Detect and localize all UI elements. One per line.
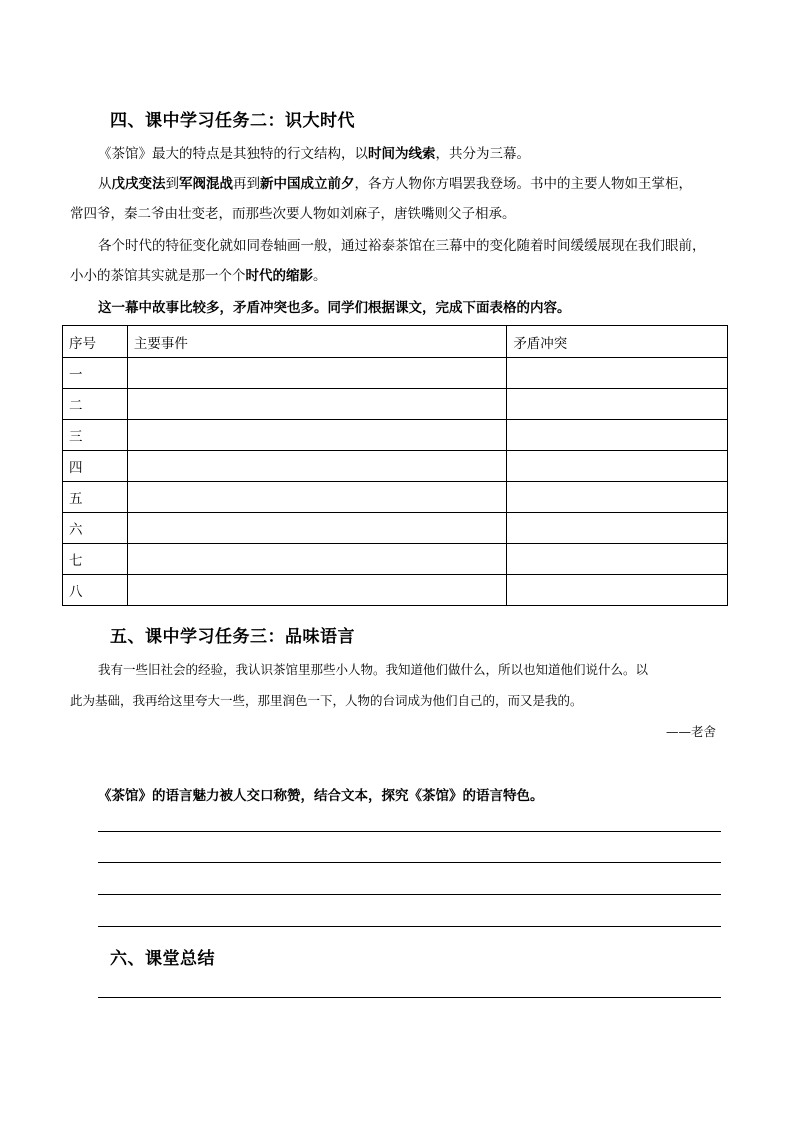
row-number: 一 <box>63 358 128 389</box>
row-number: 六 <box>63 513 128 544</box>
events-cell[interactable] <box>127 544 506 575</box>
section4-heading: 四、课中学习任务二：识大时代 <box>110 111 355 131</box>
table-row <box>63 420 728 451</box>
table-header-number: 序号 <box>63 326 128 358</box>
section6-heading: 六、课堂总结 <box>110 949 215 969</box>
events-cell[interactable] <box>127 451 506 482</box>
conflicts-cell[interactable] <box>507 420 728 451</box>
conflicts-cell[interactable] <box>507 451 728 482</box>
conflicts-cell[interactable] <box>507 389 728 420</box>
events-cell[interactable] <box>127 358 506 389</box>
answer-line[interactable] <box>98 894 721 895</box>
table-instruction: 这一幕中故事比较多，矛盾冲突也多。同学们根据课文，完成下面表格的内容。 <box>98 300 571 316</box>
section5-heading: 五、课中学习任务三：品味语言 <box>110 627 355 647</box>
table-row <box>63 482 728 513</box>
conflicts-cell[interactable] <box>507 544 728 575</box>
table-row <box>63 358 728 389</box>
events-table <box>62 325 728 606</box>
table-header-conflicts: 矛盾冲突 <box>507 326 728 358</box>
language-question: 《茶馆》的语言魅力被人交口称赞，结合文本，探究《茶馆》的语言特色。 <box>98 788 544 804</box>
section4-paragraph-3: 各个时代的特征变化就如同卷轴画一般，通过裕泰茶馆在三幕中的变化随着时间缓缓展现在我们眼前， <box>98 238 706 254</box>
table-header-row <box>63 326 728 358</box>
table-row <box>63 544 728 575</box>
row-number: 四 <box>63 451 128 482</box>
section4-paragraph-3-cont: 小小的茶馆其实就是那一个个时代的缩影。 <box>70 268 327 284</box>
row-number: 二 <box>63 389 128 420</box>
table-row <box>63 513 728 544</box>
section4-paragraph-2-cont: 常四爷，秦二爷由壮变老，而那些次要人物如刘麻子，唐铁嘴则父子相承。 <box>70 206 516 222</box>
events-cell[interactable] <box>127 482 506 513</box>
summary-answer-line[interactable] <box>98 997 721 998</box>
row-number: 七 <box>63 544 128 575</box>
row-number: 三 <box>63 420 128 451</box>
answer-line[interactable] <box>98 831 721 832</box>
table-row <box>63 451 728 482</box>
events-cell[interactable] <box>127 513 506 544</box>
table-header-events: 主要事件 <box>127 326 506 358</box>
row-number: 八 <box>63 575 128 606</box>
table-row <box>63 575 728 606</box>
quote-author: ——老舍 <box>666 724 717 739</box>
conflicts-cell[interactable] <box>507 482 728 513</box>
events-cell[interactable] <box>127 575 506 606</box>
laoshe-quote-line-2: 此为基础，我再给这里夸大一些，那里润色一下，人物的台词成为他们自己的，而又是我的。 <box>70 693 583 708</box>
events-cell[interactable] <box>127 420 506 451</box>
events-cell[interactable] <box>127 389 506 420</box>
conflicts-cell[interactable] <box>507 575 728 606</box>
section4-paragraph-2: 从戊戌变法到军阀混战再到新中国成立前夕，各方人物你方唱罢我登场。书中的主要人物如王掌柜， <box>98 176 692 192</box>
row-number: 五 <box>63 482 128 513</box>
conflicts-cell[interactable] <box>507 513 728 544</box>
conflicts-cell[interactable] <box>507 358 728 389</box>
answer-line[interactable] <box>98 862 721 863</box>
answer-line[interactable] <box>98 926 721 927</box>
section4-paragraph-1: 《茶馆》最大的特点是其独特的行文结构，以时间为线索，共分为三幕。 <box>98 146 530 162</box>
table-row <box>63 389 728 420</box>
laoshe-quote-line-1: 我有一些旧社会的经验，我认识茶馆里那些小人物。我知道他们做什么，所以也知道他们说什么。以 <box>98 662 649 677</box>
